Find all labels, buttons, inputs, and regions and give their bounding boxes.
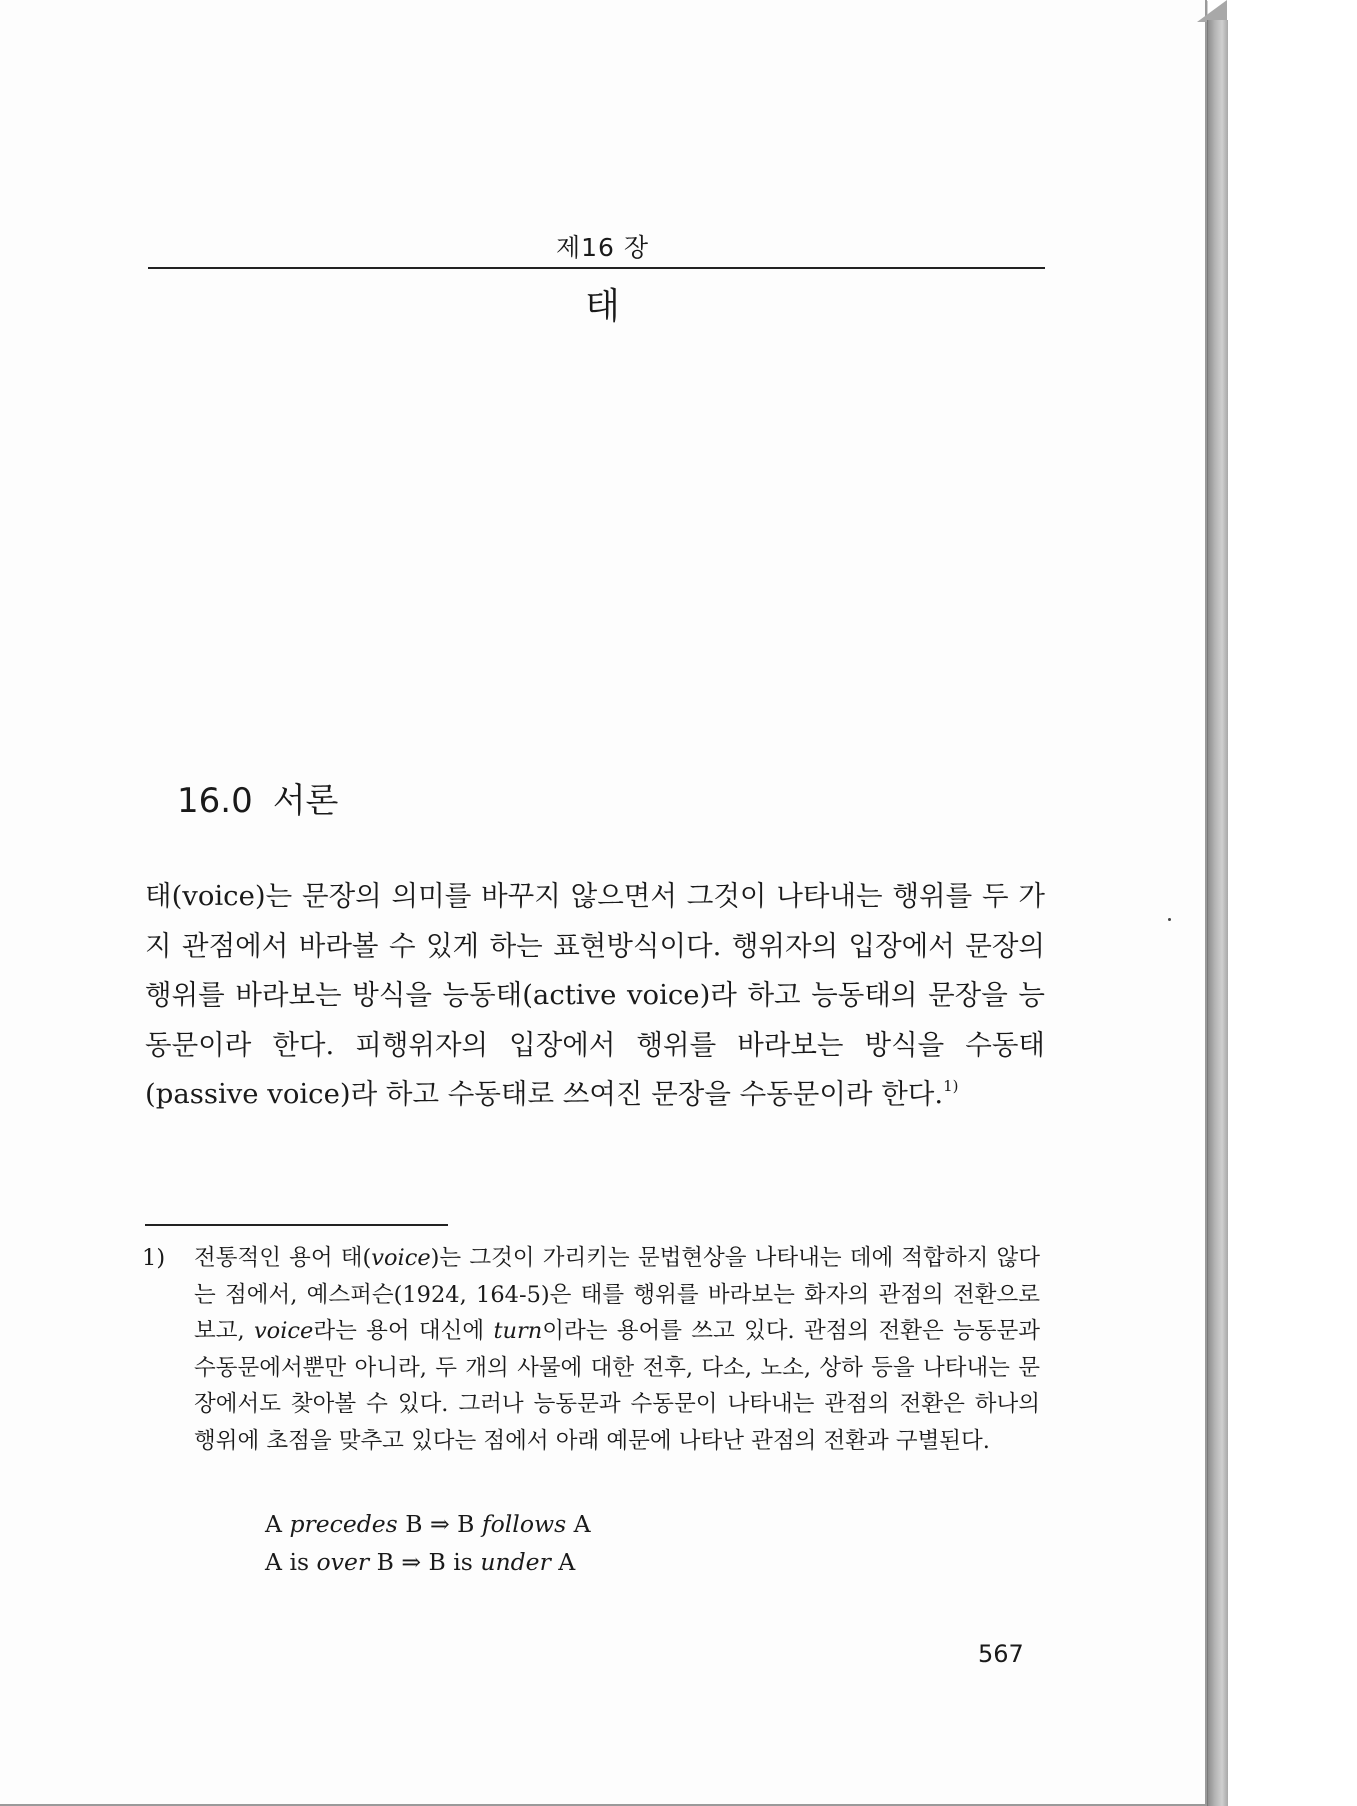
- section-heading: [177, 773, 338, 822]
- footnote-term-turn: turn: [493, 1318, 543, 1344]
- example-verb: precedes: [289, 1510, 398, 1538]
- implies-arrow-icon: ⇒: [401, 1548, 422, 1576]
- example-object-2: A: [558, 1548, 576, 1576]
- footnote-rule: [145, 1224, 448, 1226]
- footnote-term-voice-2: voice: [253, 1318, 314, 1344]
- body-paragraph-text: 태(voice)는 문장의 의미를 바꾸지 않으면서 그것이 나타내는 행위를 두 가지 관점에서 바라볼 수 있게 하는 표현방식이다. 행위자의 입장에서 문장의 행위를 바라보는 방식을 능동태(active voice)라 하고 능동태의 문장을 능동문이라 한다. 피행위자의 입장에서 행위를 바라보는 방식을 수동태(passive voice)라 하고 수동태로 쓰여진 문장을 수동문이라 한다.: [145, 880, 1045, 1110]
- footnote-number: 1): [142, 1245, 166, 1271]
- section-title: 서론: [272, 781, 339, 821]
- footnote-body: [142, 1240, 1041, 1459]
- footnote: [142, 1240, 1041, 1459]
- example-subject-2: B is: [428, 1548, 473, 1576]
- page-edge-corner: [1197, 0, 1227, 22]
- footnote-text-1: 전통적인 용어 태(: [194, 1245, 372, 1271]
- example-subject-2: B: [457, 1510, 475, 1538]
- example-object: B: [376, 1548, 394, 1576]
- example-verb-2: under: [480, 1548, 551, 1576]
- footnote-reference[interactable]: 1): [943, 1077, 959, 1095]
- chapter-title: 태: [585, 286, 620, 327]
- example-line: [265, 1543, 591, 1581]
- example-object-2: A: [573, 1510, 591, 1538]
- page-stack-edge: [1207, 20, 1228, 1806]
- footnote-text-2: )는 그것이 가리키는 문법현상을 나타내는 데에 적합하지 않다는 점에서, 예스퍼슨(1924, 164-5)은 태를 행위를 바라보는 화자의 관점의 전환으로 보고,: [194, 1245, 1041, 1344]
- example-list: [265, 1505, 591, 1581]
- footnote-term-voice: voice: [371, 1245, 431, 1271]
- page-number: 567: [978, 1640, 1024, 1668]
- example-verb-2: follows: [481, 1510, 567, 1538]
- chapter-rule: [148, 267, 1045, 269]
- footnote-text-3: 라는 용어 대신에: [313, 1318, 494, 1344]
- example-object: B: [405, 1510, 423, 1538]
- section-number: 16.0: [177, 781, 253, 821]
- example-subject: A: [265, 1510, 282, 1538]
- body-paragraph: [145, 872, 1045, 1120]
- chapter-label: 제16 장: [555, 233, 650, 262]
- example-verb: over: [316, 1548, 370, 1576]
- implies-arrow-icon: ⇒: [429, 1510, 450, 1538]
- example-line: [265, 1505, 591, 1543]
- scan-speck: [1168, 918, 1171, 921]
- footnote-text-4: 이라는 용어를 쓰고 있다. 관점의 전환은 능동문과 수동문에서뿐만 아니라, 두 개의 사물에 대한 전후, 다소, 노소, 상하 등을 나타내는 문장에서도 찾아볼 수 있다. 그러나 능동문과 수동문이 나타내는 관점의 전환은 하나의 행위에 초점을 맞추고 있다는 점에서 아래 예문에 나타난 관점의 전환과 구별된다.: [194, 1318, 1040, 1454]
- example-subject: A is: [265, 1548, 310, 1576]
